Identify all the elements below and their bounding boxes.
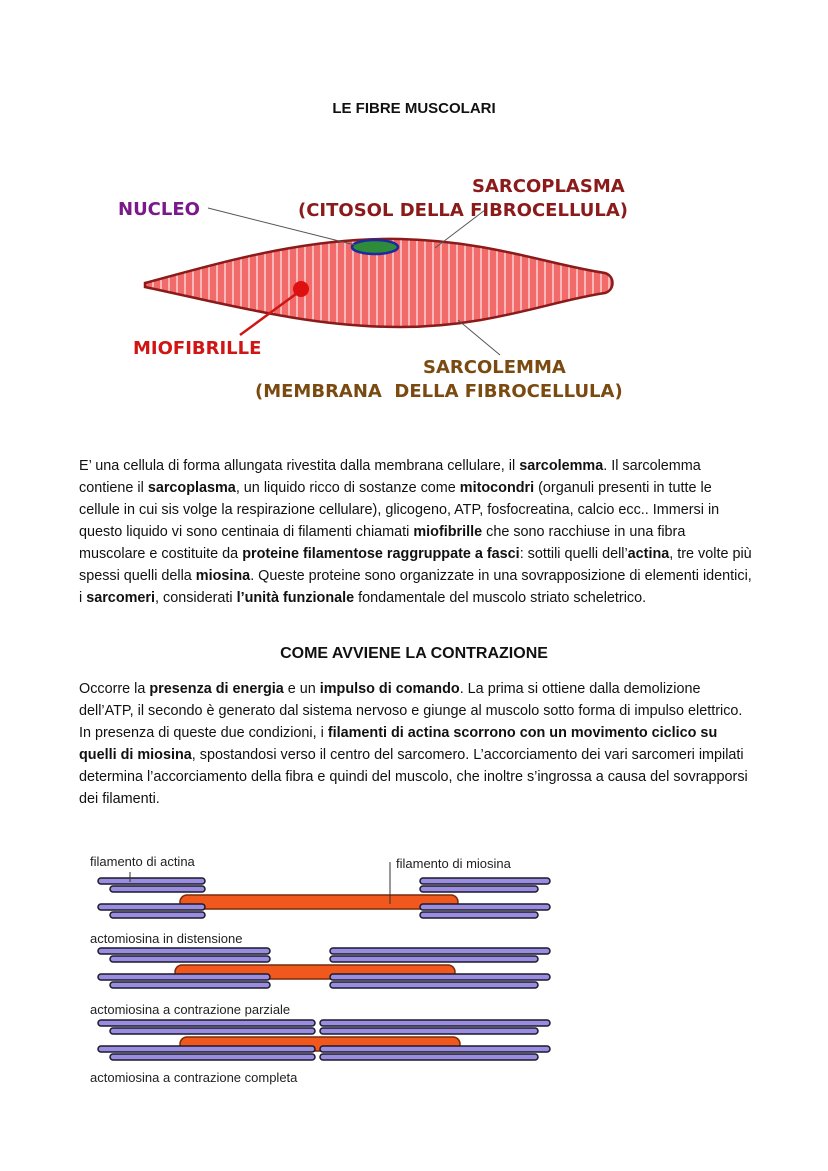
actina-filament-left bbox=[98, 948, 270, 954]
muscle-fiber-diagram bbox=[100, 165, 720, 410]
actina-filament-right bbox=[320, 1054, 538, 1060]
actina-filament-right bbox=[320, 1046, 550, 1052]
actina-filament-left bbox=[98, 878, 205, 884]
actina-filament-left bbox=[110, 956, 270, 962]
actina-filament-right bbox=[320, 1020, 550, 1026]
actina-filament-left bbox=[110, 1028, 315, 1034]
actina-filament-right bbox=[420, 912, 538, 918]
nucleus-shape bbox=[352, 240, 398, 254]
actina-filament-left bbox=[110, 982, 270, 988]
stage-contrazione-completa bbox=[98, 1020, 550, 1060]
actina-filament-left bbox=[110, 912, 205, 918]
actina-filament-right bbox=[420, 878, 550, 884]
actina-filament-right bbox=[330, 974, 550, 980]
stage-contrazione-parziale bbox=[98, 948, 550, 988]
label-sarcolemma: SARCOLEMMA bbox=[423, 357, 566, 378]
actina-filament-right bbox=[330, 948, 550, 954]
section-subtitle: COME AVVIENE LA CONTRAZIONE bbox=[280, 645, 548, 662]
actina-filament-left bbox=[98, 904, 205, 910]
label-filamento-miosina: filamento di miosina bbox=[396, 856, 511, 871]
label-sarcolemma-sub: (MEMBRANA DELLA FIBROCELLULA) bbox=[255, 381, 623, 402]
caption-contrazione-completa: actomiosina a contrazione completa bbox=[90, 1070, 298, 1085]
sarcolemma-leader-line bbox=[458, 320, 500, 355]
actina-filament-left bbox=[98, 1046, 315, 1052]
actina-filament-left bbox=[98, 974, 270, 980]
label-nucleo: NUCLEO bbox=[118, 199, 200, 220]
stage-distensione bbox=[98, 878, 550, 918]
actina-filament-left bbox=[98, 1020, 315, 1026]
actina-filament-right bbox=[420, 886, 538, 892]
actina-filament-left bbox=[110, 886, 205, 892]
page-title: LE FIBRE MUSCOLARI bbox=[332, 100, 496, 117]
caption-contrazione-parziale: actomiosina a contrazione parziale bbox=[90, 1002, 291, 1017]
label-sarcoplasma: SARCOPLASMA bbox=[472, 176, 625, 197]
actina-filament-left bbox=[110, 1054, 315, 1060]
label-sarcoplasma-sub: (CITOSOL DELLA FIBROCELLULA) bbox=[298, 200, 629, 221]
paragraph-contrazione: Occorre la presenza di energia e un impulso di comando. La prima si ottiene dalla demolizione dell’ATP, il secondo è generato dal sistema nervoso e giunge al muscolo sotto forma di impulso elettrico. In presenza di queste due condizioni, i filamenti di actina scorrono con un movimento ciclico su quelli di miosina, spostandosi verso il centro del sarcomero. L’accorciamento dei vari sarcomeri impilati determina l’accorciamento della fibra e quindi del muscolo, che inoltre s’ingrossa a causa del sovrapporsi dei filamenti. bbox=[79, 681, 748, 807]
actina-filament-right bbox=[330, 956, 538, 962]
actina-filament-right bbox=[420, 904, 550, 910]
caption-distensione: actomiosina in distensione bbox=[90, 931, 243, 946]
actina-filament-right bbox=[320, 1028, 538, 1034]
paragraph-fibra-muscolare: E’ una cellula di forma allungata rivestita dalla membrana cellulare, il sarcolemma. Il sarcolemma contiene il sarcoplasma, un liquido ricco di sostanze come mitocondri (organuli presenti in tutte le cellule in cui sis volge la respirazione cellulare), glicogeno, ATP, fosfocreatina, calcio ecc.. Immersi in questo liquido vi sono centinaia di filamenti chiamati miofibrille che sono racchiuse in una fibra muscolare e costituite da proteine filamentose raggruppate a fasci: sottili quelli dell’actina, tre volte più spessi quelli della miosina. Queste proteine sono organizzate in una sovrapposizione di elementi identici, i sarcomeri, considerati l’unità funzionale fondamentale del muscolo striato scheletrico. bbox=[79, 458, 752, 606]
label-filamento-actina: filamento di actina bbox=[90, 854, 195, 869]
label-miofibrille: MIOFIBRILLE bbox=[133, 338, 262, 359]
miosina-filament bbox=[180, 895, 458, 909]
actina-filament-right bbox=[330, 982, 538, 988]
actomyosin-diagram bbox=[80, 848, 580, 1093]
